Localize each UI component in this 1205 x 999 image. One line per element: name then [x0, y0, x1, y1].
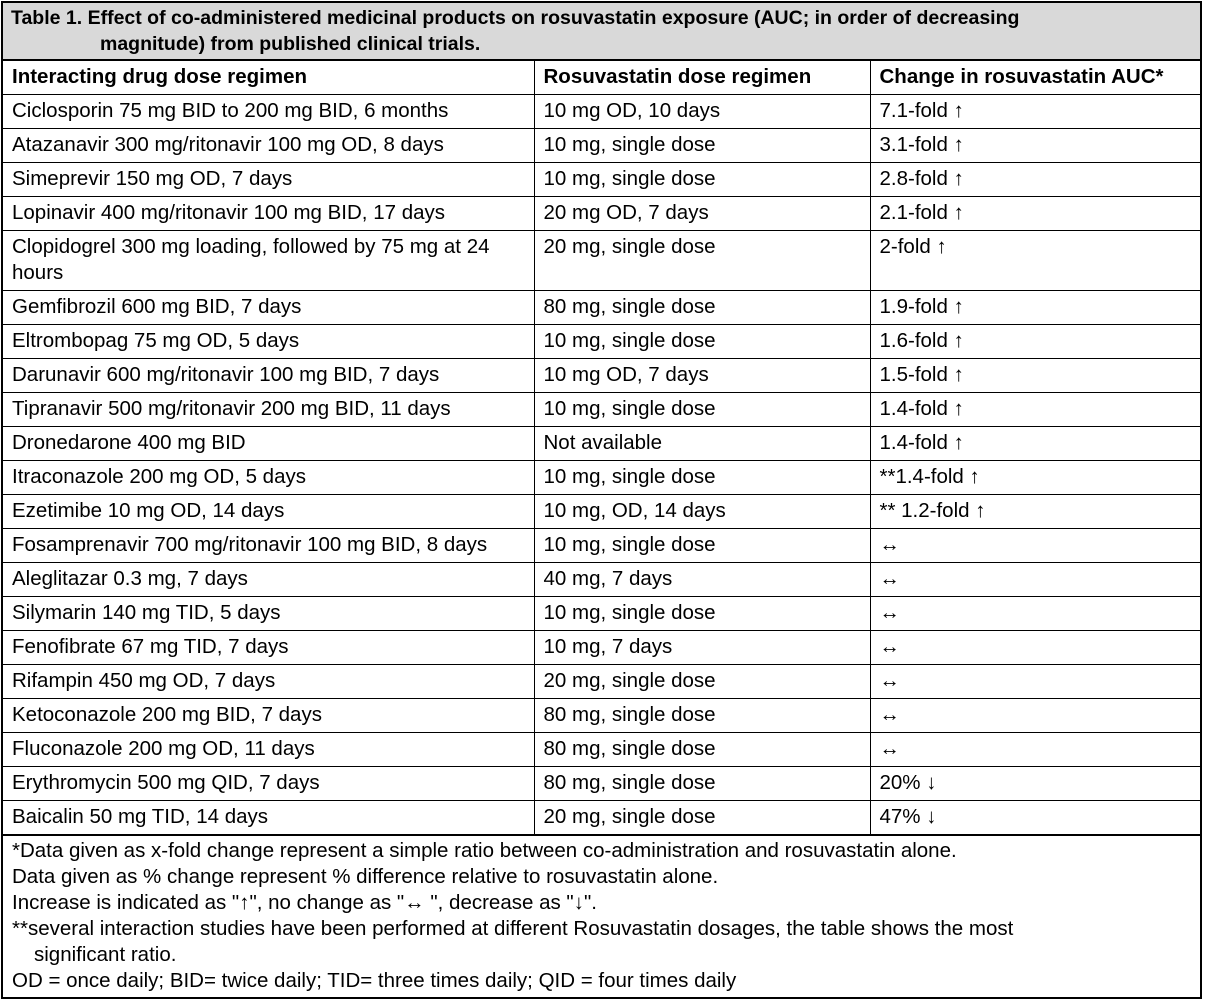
cell-auc-change: **1.4-fold ↑	[870, 461, 1200, 495]
table-row	[3, 95, 1200, 129]
table-row	[3, 631, 1200, 665]
cell-rosuvastatin-dose: 80 mg, single dose	[534, 733, 870, 767]
table-row	[3, 231, 1200, 291]
table-row	[3, 597, 1200, 631]
caption-row	[3, 3, 1200, 60]
footnote-arrow-legend: Increase is indicated as "↑", no change as "↔ ", decrease as "↓".	[12, 891, 597, 914]
cell-auc-change: 20% ↓	[870, 767, 1200, 801]
cell-interacting-drug: Ketoconazole 200 mg BID, 7 days	[3, 699, 534, 733]
table-row	[3, 393, 1200, 427]
cell-rosuvastatin-dose: 20 mg, single dose	[534, 231, 870, 291]
cell-rosuvastatin-dose: 20 mg OD, 7 days	[534, 197, 870, 231]
cell-auc-change: 2-fold ↑	[870, 231, 1200, 291]
footnotes	[3, 835, 1200, 997]
cell-rosuvastatin-dose: Not available	[534, 427, 870, 461]
footnote-percent-change: Data given as % change represent % difference relative to rosuvastatin alone.	[12, 865, 719, 888]
footnote-row	[3, 835, 1200, 997]
cell-rosuvastatin-dose: 10 mg, single dose	[534, 393, 870, 427]
cell-interacting-drug: Fluconazole 200 mg OD, 11 days	[3, 733, 534, 767]
table-row	[3, 529, 1200, 563]
cell-auc-change: ↔	[870, 665, 1200, 699]
footnote-fold-change: *Data given as x-fold change represent a simple ratio between co-administration and rosuvastatin alone.	[12, 839, 957, 862]
header-row	[3, 60, 1200, 95]
cell-interacting-drug: Baicalin 50 mg TID, 14 days	[3, 801, 534, 836]
header-interacting-drug: Interacting drug dose regimen	[3, 60, 534, 95]
cell-interacting-drug: Aleglitazar 0.3 mg, 7 days	[3, 563, 534, 597]
table-row	[3, 427, 1200, 461]
cell-auc-change: ↔	[870, 529, 1200, 563]
cell-interacting-drug: Tipranavir 500 mg/ritonavir 200 mg BID, 11 days	[3, 393, 534, 427]
cell-interacting-drug: Clopidogrel 300 mg loading, followed by 75 mg at 24 hours	[3, 231, 534, 291]
interaction-table	[3, 3, 1200, 997]
cell-rosuvastatin-dose: 10 mg, single dose	[534, 461, 870, 495]
cell-auc-change: 47% ↓	[870, 801, 1200, 836]
cell-auc-change: 7.1-fold ↑	[870, 95, 1200, 129]
cell-interacting-drug: Ezetimibe 10 mg OD, 14 days	[3, 495, 534, 529]
table-row	[3, 359, 1200, 393]
table-row	[3, 163, 1200, 197]
table-row	[3, 699, 1200, 733]
cell-interacting-drug: Fenofibrate 67 mg TID, 7 days	[3, 631, 534, 665]
cell-interacting-drug: Erythromycin 500 mg QID, 7 days	[3, 767, 534, 801]
footnote-multiple-studies-cont: significant ratio.	[34, 943, 177, 966]
cell-interacting-drug: Ciclosporin 75 mg BID to 200 mg BID, 6 months	[3, 95, 534, 129]
cell-auc-change: ↔	[870, 597, 1200, 631]
cell-interacting-drug: Lopinavir 400 mg/ritonavir 100 mg BID, 17 days	[3, 197, 534, 231]
cell-rosuvastatin-dose: 10 mg OD, 7 days	[534, 359, 870, 393]
table-row	[3, 197, 1200, 231]
cell-interacting-drug: Fosamprenavir 700 mg/ritonavir 100 mg BID, 8 days	[3, 529, 534, 563]
table-row	[3, 325, 1200, 359]
cell-interacting-drug: Eltrombopag 75 mg OD, 5 days	[3, 325, 534, 359]
cell-rosuvastatin-dose: 10 mg, single dose	[534, 129, 870, 163]
cell-auc-change: 1.6-fold ↑	[870, 325, 1200, 359]
cell-auc-change: 1.9-fold ↑	[870, 291, 1200, 325]
cell-rosuvastatin-dose: 10 mg, single dose	[534, 597, 870, 631]
cell-auc-change: 2.8-fold ↑	[870, 163, 1200, 197]
cell-rosuvastatin-dose: 10 mg, single dose	[534, 163, 870, 197]
cell-interacting-drug: Darunavir 600 mg/ritonavir 100 mg BID, 7 days	[3, 359, 534, 393]
cell-interacting-drug: Simeprevir 150 mg OD, 7 days	[3, 163, 534, 197]
cell-auc-change: ↔	[870, 631, 1200, 665]
table-row	[3, 495, 1200, 529]
table-caption	[3, 3, 1200, 60]
cell-rosuvastatin-dose: 10 mg OD, 10 days	[534, 95, 870, 129]
cell-auc-change: ** 1.2-fold ↑	[870, 495, 1200, 529]
interaction-table-frame	[1, 1, 1202, 999]
table-row	[3, 767, 1200, 801]
cell-interacting-drug: Rifampin 450 mg OD, 7 days	[3, 665, 534, 699]
cell-auc-change: 3.1-fold ↑	[870, 129, 1200, 163]
cell-rosuvastatin-dose: 80 mg, single dose	[534, 699, 870, 733]
footnote-abbreviations: OD = once daily; BID= twice daily; TID= three times daily; QID = four times daily	[12, 969, 737, 992]
cell-rosuvastatin-dose: 20 mg, single dose	[534, 665, 870, 699]
cell-auc-change: 1.4-fold ↑	[870, 393, 1200, 427]
header-rosuvastatin-dose: Rosuvastatin dose regimen	[534, 60, 870, 95]
cell-rosuvastatin-dose: 10 mg, OD, 14 days	[534, 495, 870, 529]
cell-auc-change: 2.1-fold ↑	[870, 197, 1200, 231]
header-auc-change: Change in rosuvastatin AUC*	[870, 60, 1200, 95]
cell-auc-change: ↔	[870, 699, 1200, 733]
footnote-multiple-studies: **several interaction studies have been performed at different Rosuvastatin dosages, the table shows the most	[12, 917, 1014, 940]
cell-interacting-drug: Gemfibrozil 600 mg BID, 7 days	[3, 291, 534, 325]
caption-line-2: magnitude) from published clinical trials.	[100, 33, 481, 55]
table-row	[3, 801, 1200, 836]
cell-interacting-drug: Dronedarone 400 mg BID	[3, 427, 534, 461]
table-row	[3, 461, 1200, 495]
cell-interacting-drug: Silymarin 140 mg TID, 5 days	[3, 597, 534, 631]
cell-auc-change: 1.4-fold ↑	[870, 427, 1200, 461]
cell-interacting-drug: Itraconazole 200 mg OD, 5 days	[3, 461, 534, 495]
table-body	[3, 95, 1200, 836]
cell-auc-change: ↔	[870, 563, 1200, 597]
table-row	[3, 129, 1200, 163]
cell-rosuvastatin-dose: 20 mg, single dose	[534, 801, 870, 836]
cell-auc-change: 1.5-fold ↑	[870, 359, 1200, 393]
table-row	[3, 733, 1200, 767]
cell-rosuvastatin-dose: 80 mg, single dose	[534, 291, 870, 325]
cell-rosuvastatin-dose: 10 mg, 7 days	[534, 631, 870, 665]
cell-rosuvastatin-dose: 10 mg, single dose	[534, 529, 870, 563]
table-row	[3, 291, 1200, 325]
cell-rosuvastatin-dose: 10 mg, single dose	[534, 325, 870, 359]
table-row	[3, 563, 1200, 597]
caption-line-1: Table 1. Effect of co-administered medicinal products on rosuvastatin exposure (AUC; in order of decreasing	[11, 7, 1020, 29]
cell-auc-change: ↔	[870, 733, 1200, 767]
table-row	[3, 665, 1200, 699]
cell-rosuvastatin-dose: 40 mg, 7 days	[534, 563, 870, 597]
cell-rosuvastatin-dose: 80 mg, single dose	[534, 767, 870, 801]
cell-interacting-drug: Atazanavir 300 mg/ritonavir 100 mg OD, 8 days	[3, 129, 534, 163]
